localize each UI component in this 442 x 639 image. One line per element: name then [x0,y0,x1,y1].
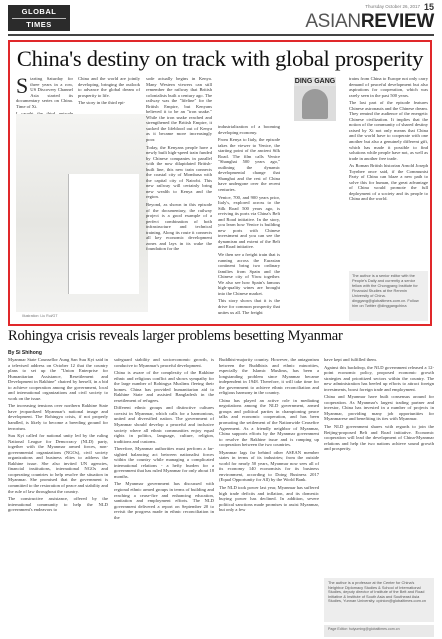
paragraph: The last part of the episode features Chinese astronauts and the Chinese dream. They remind the audience of the energetic Chinese civilization. It implies that the notion of the community of shared destiny raised by Xi not only means that China and the world have to cooperate with one another but also a genuinely different gift, which has made it possible to find solutions while people have not, as well as trade in another free trade. [349,100,428,161]
paragraph: The NLD took power last year, Myanmar has suffered high trade deficits and inflation, and its domestic buying power has declined. In addition, severe political sanctions made promises to assist Myanmar, but only a few [219,485,319,513]
masthead [8,2,434,34]
article-byline: By Si Shihong [8,350,42,356]
paragraph: As Roman British historian Arnold Joseph Toynbee once said, if the Communist Party of China can blaze a new path to solve this for human, the great advantage of China would promote the full deployment of a society and its people to China and the world. [349,163,428,202]
article-column-2 [114,357,214,637]
paragraph: The NLD government shares with regards to join the Beijing-proposed Belt and Road initiative. Economic cooperation will lead the development of China-Myanmar relations and help the two nations achieve sound growth and prosperity. [324,424,434,452]
article-headline: Rohingya crisis reveals larger problems besetting Myanmar [8,328,343,344]
author-bio: The author is a senior editor with the People's Daily and currently a senior fellow with the Chongyang Institute for Financial Studies at the Renmin University of China. dinggang@globaltimes.com.cn. Follow him on Twitter @dinggangchina [349,271,428,321]
paragraph: Suu Kyi called for national unity led by the ruling National League for Democracy (NLD) party, together with the Myanmar armed forces, non-governmental organizations (NGOs), civil society organizations and business elites to address the Rakhine issue. She also invited UN agencies, financial institutions, international NGOs and cooperating countries to help resolve the situation in Myanmar. She promised that the government is committed to the restoration of peace and stability and the rule of law throughout the country. [8,433,109,494]
feature-column-4 [218,124,280,316]
paragraph: The increasing tensions over northern Rakhine State have jeopardized Myanmar's national image and development. The Rohingya crisis, if not properly handled, is likely to become a breeding ground for terrorism. [8,403,108,431]
paragraph: This story shows that it is the drive for common prosperity that unites us all. The freight [218,298,280,315]
global-times-logo [8,5,70,31]
paragraph: Different ethnic groups and distinctive cultures coexist in Myanmar, which calls for a harmonious, united and diversified nation. The government of Myanmar should develop a peaceful and inclusive society where all ethnic communities enjoy equal rights in politics, language, culture, religion, traditions and customs. [114,405,214,444]
author-name: DING GANG [294,78,336,85]
illustration-caption: Illustration: Liu Rui/GT [22,314,58,318]
feature-headline: China's destiny on track with global prosperity [16,46,424,71]
feature-column-3 [146,76,212,312]
paragraph: Myanmar State Counsellor Aung San Suu Kyi said in a televised address on October 12 that the country plans to set up the "Union Enterprise for Humanitarian Assistance, Resettlement and Development in Rakhine" chaired by herself, in a bid to achieve cooperation among the government, local and international organizations and civil society to work on the issue. [8,357,108,401]
paragraph: Myanmar lags far behind other ASEAN member states in terms of its industries; from the outside world for nearly 50 years, Myanmar now sees all of its economy 140 economists for its business environment, according to Doing Business 2017 (Equal Opportunity for All) by the World Bank. [219,449,319,483]
paragraph: have kept and fulfilled them. [324,357,377,362]
paragraph: tarting Saturday for three years in a row, US Discovery Channel Asia started its documentary series on China. Time of Xi. [16,76,73,109]
logo-line-1: GLOBAL [21,7,57,16]
section-title: ASIANREVIEW [305,11,434,32]
feature-column-2 [78,76,140,116]
paragraph: Against this backdrop, the NLD government released a 12-point economic policy, proposed economic growth strategies and prioritized sectors within the country. The new administration has beefed up efforts to attract foreign investments, boost foreign trade and employment. [324,364,434,392]
paragraph: industrialization of a booming developing economy. [218,124,280,135]
paragraph: From Kenya to Italy, the episode takes the viewer to Venice, the starting point of the ancient Silk Road. The film calls Venice "Shanghai 500 years ago," outlining the dynamic developmental change that Shanghai and the rest of China have undergone over the recent centuries. [218,137,280,193]
logo-line-2: TIMES [26,20,52,29]
illustration-image [16,114,148,312]
masthead-rule [8,34,434,36]
paragraph: The story in the third epi- [78,100,126,106]
paragraph: Beyond, as shown in this episode of the documentary, the railway project is a good example of a perfect combination of both infrastructure and technical training. Along its route it connects all key economic development zones and lays in its wake the foundation for the [146,202,212,252]
issue-date: Thursday October 26, 2017 [365,4,420,9]
page-number: 15 [423,2,434,12]
page-editor-box: Page Editor: huiyuming@globaltimes.com.cn [324,625,434,637]
article-column-4 [324,357,434,575]
feature-column-5 [349,76,428,268]
paragraph: The constructive assistance, offered by the international community to help the NLD government's endeavors to [8,496,108,513]
paragraph: safeguard stability and socioeconomic growth, is conducive to Myanmar's peaceful development. [114,357,214,368]
paragraph: China is aware of the complexity of the Rakhine ethnic and religious conflict and shows sympathy for the large number of Rohingya Muslims fleeing their homes. China has provided humanitarian aid to Rakhine State and assisted Bangladesh in the resettlement of refugees. [114,370,214,403]
paragraph: Today, the Kenyans people have a newly built high-speed train funded by Chinese companies in parallel with the now dilapidated British-built line, this new train connects the coastal city of Mombasa with the capital city of Nairobi. This new railway will certainly bring new wealth to Kenya and the region. [146,144,212,200]
article-column-1 [8,357,108,637]
paragraph: sode actually begins in Kenya. Many Western viewers can still remember the railway that British colonialists built a century ago. The railway was the "lifeline" for the British Empire, but Kenyans believed it to be an "iron snake." While the iron snake reached and strengthened the British Empire, it sucked the lifeblood out of Kenya as it became more increasingly poor. [146,76,212,143]
dropcap: S [16,73,29,98]
map-illustration [68,174,139,294]
paragraph: trains from China to Europe not only carry demand of peaceful development but also aspirations for cooperation, which was rarely seen in the past 500 years. [349,76,428,98]
article-column-3 [219,357,319,637]
author-photo [302,89,328,119]
paragraph: China has played an active role in mediating negotiations among the NLD government, armed groups and political parties in championing peace talks and economic cooperation, and has been promoting the settlement of the Nationwide Ceasefire Agreement. As a friendly neighbor of Myanmar, China supports efforts by the Myanmar government to resolve the Rakhine issue and is ramping up cooperation between the two countries. [219,397,319,448]
author-bio-2: The author is a professor at the Center for China's Neighbor Diplomacy Studies & School of International Studies, deputy director of Institute of the Belt and Road Initiative & Institute of South Asia and Southeast Asia Studies, Yunnan University. opinion@globaltimes.com.cn [324,578,434,622]
feature-article [8,40,432,326]
paragraph: The Myanmar government has discussed with regional ethnic armed groups in terms of building and reaching a cease-fire and enhancing education, sanitation and employment efforts. The NLD government delivered a report on September 20 to revisit the progress made in ethnic reconciliation in the [114,481,214,520]
paragraph: China and the world are jointly developing, bringing the outlook to advance the global dream of prosperity to life. [78,76,140,98]
paragraph: Therefore, Myanmar authorities must perform a far-sighted balancing act between nationalist forces within the country while managing a complicated international relations - a hefty burden for a government that has ruled Myanmar for only about 18 months. [114,446,214,479]
author-box [294,77,336,121]
paragraph: Buddhist-majority country. However, the antagonism between the Buddhists and ethnic minorities, especially the Islamic Muslims, has been a longstanding problem since Myanmar became independent in 1948. Therefore, it will take time for the government to achieve ethnic reconciliation and religious harmony in the country. [219,357,319,396]
paragraph: China and Myanmar have built consensus around for cooperation. As Myanmar's largest trading partner and investor, China has invested in a number of projects in Myanmar, providing many job opportunities for Myanmarese and benefiting its ties with Myanmar. [324,394,434,422]
paragraph: Venice, 700, and 900 years prior, Italy's, explored across to the Silk Road 500 years ago, is reviving its ports via China's Belt and Road initiative. In the story, you learn how Venice is building new ports with Chinese investment and you can see the dynamism and extent of the Belt and Road initiative. [218,194,280,250]
paragraph: We then see a freight train that is running across the Eurasian continent bring two ordinary families from Spain and the Chinese city of Yiwu together. We also see how Spain's famous high-quality wines are brought into the Chinese market. [218,252,280,296]
